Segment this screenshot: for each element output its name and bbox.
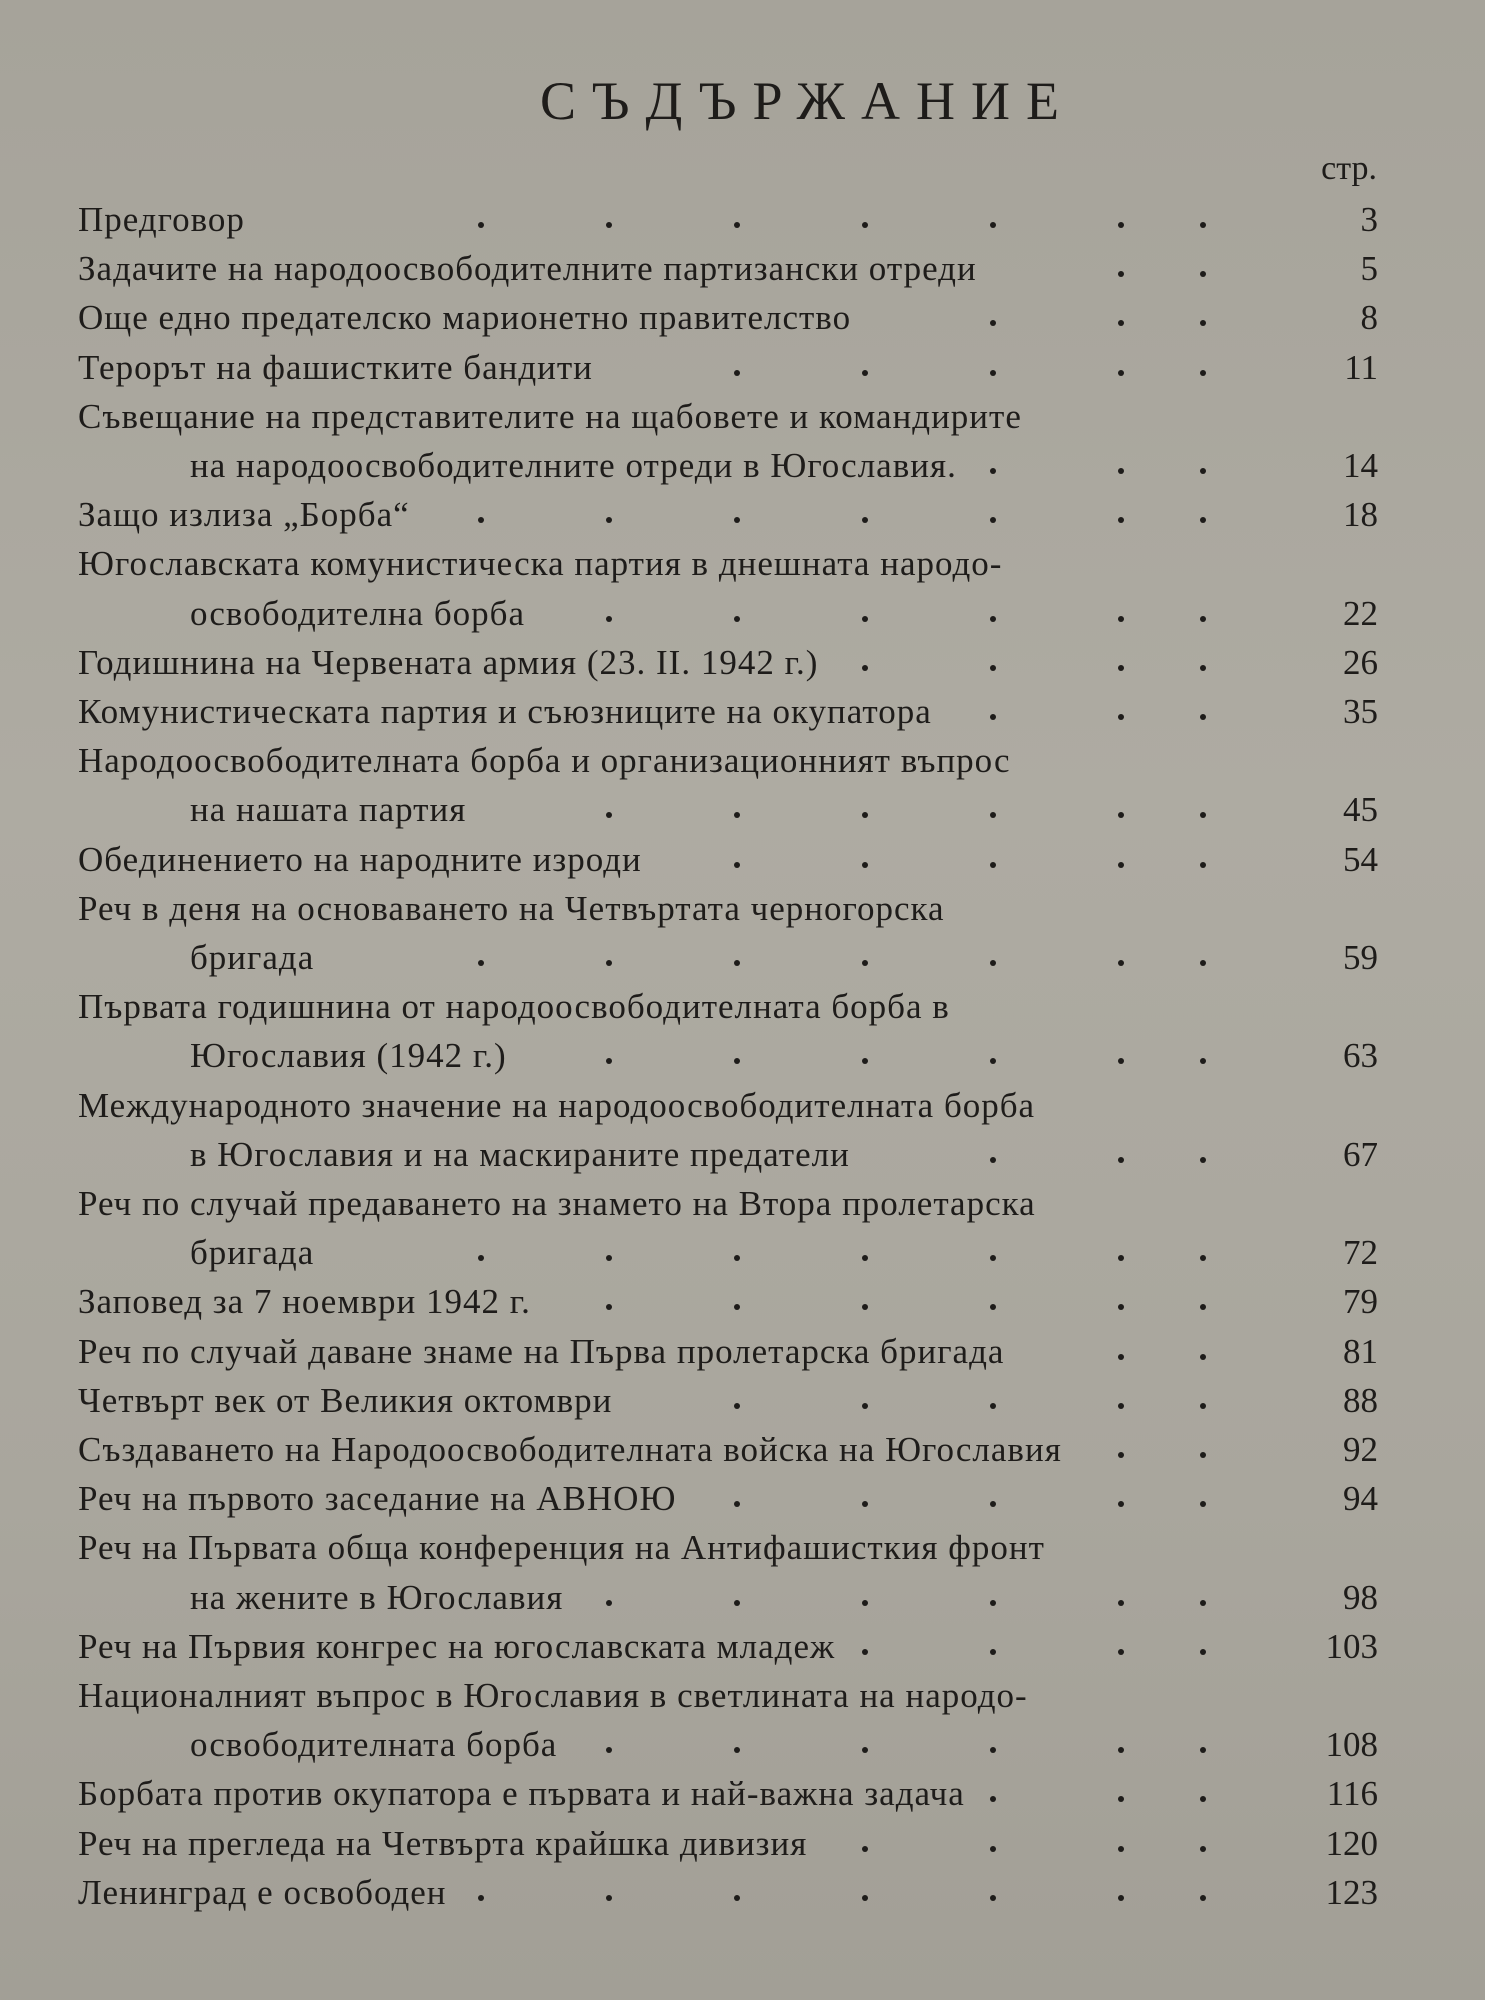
leader-dots <box>78 249 1200 297</box>
leader-dots <box>78 1381 1200 1429</box>
toc-entry-title: Създаването на Народоосвободителната войска на Югославия <box>78 1430 1062 1469</box>
leader-dot <box>1118 1452 1124 1458</box>
leader-dot <box>606 517 612 523</box>
toc-line <box>78 1184 1378 1232</box>
page-column-label: стр. <box>1321 150 1377 187</box>
leader-dot <box>990 1747 996 1753</box>
leader-dots <box>78 594 1200 642</box>
toc-page-number: 59 <box>1343 938 1378 977</box>
leader-dot <box>1118 616 1124 622</box>
leader-dot <box>1118 1600 1124 1606</box>
leader-dot <box>1200 1403 1206 1409</box>
toc-line <box>78 790 1378 838</box>
leader-dot <box>1118 1846 1124 1852</box>
leader-dots <box>78 1824 1200 1872</box>
toc-page-number: 103 <box>1325 1626 1378 1666</box>
leader-dot <box>1118 1501 1124 1507</box>
leader-dot <box>990 1403 996 1409</box>
toc-line <box>78 594 1378 642</box>
toc-entry-title: Заповед за 7 ноември 1942 г. <box>78 1282 531 1322</box>
leader-dot <box>1200 1157 1206 1163</box>
toc-line <box>78 1282 1378 1330</box>
leader-dot <box>862 862 868 868</box>
leader-dot <box>734 1501 740 1507</box>
toc-entry-title: Обединението на народните изроди <box>78 839 642 879</box>
leader-dot <box>1118 370 1124 376</box>
leader-dot <box>734 616 740 622</box>
leader-dots <box>78 1578 1200 1626</box>
toc-entry-title: Годишнина на Червената армия (23. II. 1942 г.) <box>78 642 819 682</box>
leader-dot <box>990 222 996 228</box>
leader-dot <box>1118 1649 1124 1655</box>
toc-entry-title: освободителна борба <box>190 593 525 633</box>
toc-entry-title: Ленинград е освободен <box>78 1872 447 1912</box>
leader-dot <box>1118 862 1124 868</box>
toc-line <box>78 1676 1378 1724</box>
leader-dots <box>78 1086 1200 1134</box>
leader-dot <box>1118 1304 1124 1310</box>
leader-dot <box>734 960 740 966</box>
toc-page-number: 63 <box>1343 1036 1378 1076</box>
leader-dot <box>734 862 740 868</box>
leader-dot <box>990 665 996 671</box>
toc-page-number: 81 <box>1343 1331 1378 1371</box>
leader-dot <box>862 1649 868 1655</box>
leader-dot <box>734 517 740 523</box>
leader-dot <box>1118 1354 1124 1360</box>
leader-dot <box>990 1895 996 1901</box>
leader-dots <box>78 938 1200 986</box>
leader-dot <box>1200 714 1206 720</box>
toc-line <box>78 692 1378 740</box>
toc-entry-title: Народоосвободителната борба и организационният въпрос <box>78 741 1011 781</box>
toc-entry-title: Още едно предателско марионетно правителство <box>78 298 852 338</box>
toc-entry-title: в Югославия и на маскираните предатели <box>190 1134 850 1174</box>
toc-page-number: 3 <box>1360 200 1378 239</box>
toc-entry-title: Първата годишнина от народоосвободителната борба в <box>78 987 950 1027</box>
toc-page-number: 54 <box>1343 839 1378 879</box>
toc-line <box>78 1627 1378 1675</box>
leader-dot <box>990 1846 996 1852</box>
toc-line <box>78 1725 1378 1773</box>
leader-dots <box>78 446 1200 494</box>
toc-page-number: 8 <box>1360 298 1378 338</box>
toc-entry-title: Задачите на народоосвободителните партизански отреди <box>78 249 977 289</box>
toc-line <box>78 987 1378 1035</box>
toc-page-number: 14 <box>1343 446 1378 485</box>
leader-dot <box>1200 517 1206 523</box>
toc-page-number: 22 <box>1343 593 1378 633</box>
leader-dot <box>734 1255 740 1261</box>
leader-dot <box>606 616 612 622</box>
leader-dot <box>990 812 996 818</box>
leader-dot <box>990 370 996 376</box>
leader-dot <box>990 616 996 622</box>
toc-line <box>78 544 1378 592</box>
leader-dot <box>990 1157 996 1163</box>
leader-dot <box>478 517 484 523</box>
leader-dot <box>990 1058 996 1064</box>
toc-page-number: 123 <box>1325 1872 1378 1912</box>
leader-dot <box>990 1600 996 1606</box>
toc-page-number: 11 <box>1344 347 1378 387</box>
leader-dot <box>990 862 996 868</box>
leader-dot <box>1118 517 1124 523</box>
leader-dot <box>1118 1403 1124 1409</box>
toc-line <box>78 643 1378 691</box>
leader-dot <box>862 1600 868 1606</box>
leader-dot <box>1200 1501 1206 1507</box>
leader-dot <box>1200 1747 1206 1753</box>
toc-page-number: 72 <box>1343 1233 1378 1273</box>
leader-dots <box>78 987 1200 1035</box>
leader-dot <box>990 320 996 326</box>
leader-dots <box>78 1233 1200 1281</box>
toc-line <box>78 1135 1378 1183</box>
leader-dot <box>1200 1354 1206 1360</box>
toc-line <box>78 1036 1378 1084</box>
toc-page-number: 35 <box>1343 692 1378 731</box>
leader-dot <box>1118 1157 1124 1163</box>
toc-line <box>78 1774 1378 1822</box>
leader-dot <box>990 960 996 966</box>
leader-dot <box>734 812 740 818</box>
leader-dot <box>990 714 996 720</box>
page-title: СЪДЪРЖАНИЕ <box>540 71 1075 131</box>
toc-line <box>78 1332 1378 1380</box>
leader-dot <box>990 468 996 474</box>
toc-page-number: 26 <box>1343 642 1378 682</box>
leader-dot <box>478 960 484 966</box>
toc-page-number: 88 <box>1343 1380 1378 1420</box>
toc-line <box>78 397 1378 445</box>
leader-dots <box>78 544 1200 592</box>
leader-dot <box>1200 1796 1206 1802</box>
leader-dot <box>862 1846 868 1852</box>
toc-entry-title: Предговор <box>78 200 245 239</box>
leader-dot <box>606 1304 612 1310</box>
leader-dot <box>606 1058 612 1064</box>
leader-dot <box>862 616 868 622</box>
toc-entry-title: на нашата партия <box>190 790 467 830</box>
toc-entry-title: Реч на Първия конгрес на югославската младеж <box>78 1626 836 1666</box>
leader-dot <box>606 960 612 966</box>
leader-dot <box>990 1304 996 1310</box>
toc-page-number: 98 <box>1343 1577 1378 1617</box>
toc-entry-title: Реч по случай даване знаме на Първа пролетарска бригада <box>78 1331 1005 1371</box>
toc-line <box>78 249 1378 297</box>
leader-dot <box>1200 271 1206 277</box>
toc-page-number: 79 <box>1343 1282 1378 1322</box>
toc-line <box>78 1479 1378 1527</box>
leader-dot <box>862 517 868 523</box>
leader-dot <box>606 222 612 228</box>
toc-page-number: 18 <box>1343 495 1378 535</box>
leader-dot <box>1200 1846 1206 1852</box>
leader-dots <box>78 741 1200 789</box>
leader-dot <box>1200 665 1206 671</box>
toc-entry-title: Националният въпрос в Югославия в светлината на народо- <box>78 1676 1028 1715</box>
leader-dot <box>734 1058 740 1064</box>
leader-dot <box>862 1895 868 1901</box>
leader-dot <box>1118 271 1124 277</box>
toc-page-number: 92 <box>1343 1430 1378 1469</box>
leader-dots <box>78 397 1200 445</box>
leader-dots <box>78 495 1200 543</box>
leader-dots <box>78 348 1200 396</box>
toc-entry-title: Реч по случай предаването на знамето на Втора пролетарска <box>78 1184 1036 1223</box>
leader-dot <box>606 812 612 818</box>
toc-entry-title: Реч на Първата обща конференция на Антифашисткия фронт <box>78 1528 1045 1568</box>
leader-dots <box>78 1676 1200 1724</box>
toc-line <box>78 1430 1378 1478</box>
toc-entry-title: Реч на първото заседание на АВНОЮ <box>78 1479 677 1519</box>
leader-dot <box>478 1255 484 1261</box>
leader-dot <box>862 665 868 671</box>
leader-dot <box>1200 812 1206 818</box>
leader-dot <box>1118 960 1124 966</box>
leader-dot <box>1118 812 1124 818</box>
leader-dot <box>862 1747 868 1753</box>
leader-dot <box>478 222 484 228</box>
leader-dot <box>862 1501 868 1507</box>
leader-dot <box>1200 616 1206 622</box>
leader-dot <box>1118 1747 1124 1753</box>
leader-dots <box>78 692 1200 740</box>
leader-dots <box>78 1873 1200 1921</box>
leader-dot <box>1118 222 1124 228</box>
leader-dot <box>1118 320 1124 326</box>
toc-page-number: 94 <box>1343 1479 1378 1519</box>
toc-page-number: 108 <box>1325 1725 1378 1765</box>
leader-dot <box>1200 1058 1206 1064</box>
toc-entry-title: Терорът на фашистките бандити <box>78 347 593 387</box>
leader-dot <box>1118 1058 1124 1064</box>
leader-dots <box>78 1332 1200 1380</box>
toc-page-number: 116 <box>1326 1774 1378 1814</box>
toc-line <box>78 1824 1378 1872</box>
toc-line <box>78 1086 1378 1134</box>
leader-dot <box>862 370 868 376</box>
toc-line <box>78 1233 1378 1281</box>
toc-page-number: 120 <box>1325 1823 1378 1863</box>
leader-dot <box>606 1255 612 1261</box>
leader-dot <box>1200 1600 1206 1606</box>
leader-dot <box>1200 1304 1206 1310</box>
leader-dot <box>1200 1649 1206 1655</box>
toc-line <box>78 938 1378 986</box>
toc-entry-title: Югославия (1942 г.) <box>190 1036 507 1076</box>
leader-dot <box>862 960 868 966</box>
leader-dots <box>78 643 1200 691</box>
leader-dots <box>78 1184 1200 1232</box>
leader-dot <box>862 1304 868 1310</box>
leader-dot <box>606 1600 612 1606</box>
toc-entry-title: на народоосвободителните отреди в Югославия. <box>190 446 957 485</box>
leader-dots <box>78 1725 1200 1773</box>
toc-entry-title: Комунистическата партия и съюзниците на окупатора <box>78 692 932 731</box>
toc-line <box>78 889 1378 937</box>
leader-dot <box>1118 468 1124 474</box>
leader-dot <box>734 1403 740 1409</box>
leader-dot <box>1200 468 1206 474</box>
leader-dot <box>606 1895 612 1901</box>
leader-dots <box>78 1135 1200 1183</box>
leader-dot <box>1200 1255 1206 1261</box>
leader-dot <box>1118 1255 1124 1261</box>
toc-entry-title: на жените в Югославия <box>190 1577 564 1617</box>
leader-dot <box>862 1058 868 1064</box>
leader-dot <box>734 222 740 228</box>
toc-line <box>78 495 1378 543</box>
leader-dot <box>1118 714 1124 720</box>
leader-dot <box>1200 862 1206 868</box>
leader-dots <box>78 1282 1200 1330</box>
leader-dot <box>734 370 740 376</box>
leader-dot <box>734 1895 740 1901</box>
leader-dot <box>1118 1796 1124 1802</box>
leader-dot <box>990 1796 996 1802</box>
toc-entry-title: Защо излиза „Борба“ <box>78 495 410 535</box>
leader-dot <box>990 1649 996 1655</box>
leader-dot <box>990 1255 996 1261</box>
toc-entry-title: Международното значение на народоосвободителната борба <box>78 1085 1036 1125</box>
leader-dots <box>78 200 1200 248</box>
leader-dot <box>478 1895 484 1901</box>
leader-dots <box>78 1627 1200 1675</box>
leader-dots <box>78 840 1200 888</box>
toc-line <box>78 1578 1378 1626</box>
toc-line <box>78 200 1378 248</box>
toc-entry-title: Реч на прегледа на Четвърта крайшка дивизия <box>78 1823 808 1863</box>
toc-page-number: 45 <box>1343 790 1378 830</box>
leader-dot <box>862 1255 868 1261</box>
leader-dot <box>734 1600 740 1606</box>
leader-dots <box>78 790 1200 838</box>
toc-line <box>78 741 1378 789</box>
toc-entry-title: Реч в деня на основаването на Четвъртата черногорска <box>78 888 945 928</box>
leader-dots <box>78 1430 1200 1478</box>
toc-entry-title: Съвещание на представителите на щабовете и командирите <box>78 396 1022 436</box>
toc-line <box>78 840 1378 888</box>
toc-line <box>78 1873 1378 1921</box>
leader-dots <box>78 889 1200 937</box>
leader-dot <box>862 812 868 818</box>
leader-dots <box>78 298 1200 346</box>
leader-dot <box>1200 320 1206 326</box>
toc-entry-title: Борбата против окупатора е първата и най-важна задача <box>78 1774 965 1814</box>
leader-dot <box>1200 222 1206 228</box>
toc-entry-title: бригада <box>190 1233 315 1273</box>
toc-entry-title: Югославската комунистическа партия в днешната народо- <box>78 544 1003 584</box>
leader-dot <box>1200 1895 1206 1901</box>
leader-dot <box>1200 960 1206 966</box>
leader-dot <box>606 1747 612 1753</box>
leader-dot <box>1118 1895 1124 1901</box>
leader-dot <box>1200 1452 1206 1458</box>
toc-line <box>78 348 1378 396</box>
toc-line <box>78 298 1378 346</box>
toc-line <box>78 446 1378 494</box>
leader-dots <box>78 1528 1200 1576</box>
toc-entry-title: Четвърт век от Великия октомври <box>78 1380 613 1420</box>
toc-line <box>78 1528 1378 1576</box>
leader-dots <box>78 1479 1200 1527</box>
leader-dot <box>990 517 996 523</box>
leader-dots <box>78 1774 1200 1822</box>
toc-line <box>78 1381 1378 1429</box>
leader-dots <box>78 1036 1200 1084</box>
toc-page-number: 67 <box>1343 1134 1378 1174</box>
toc-page-number: 5 <box>1360 249 1378 289</box>
leader-dot <box>1200 370 1206 376</box>
leader-dot <box>990 1501 996 1507</box>
toc-entry-title: бригада <box>190 938 315 977</box>
leader-dot <box>862 222 868 228</box>
leader-dot <box>862 1403 868 1409</box>
leader-dot <box>734 1747 740 1753</box>
leader-dot <box>734 1304 740 1310</box>
toc-entry-title: освободителната борба <box>190 1725 558 1765</box>
leader-dot <box>1118 665 1124 671</box>
